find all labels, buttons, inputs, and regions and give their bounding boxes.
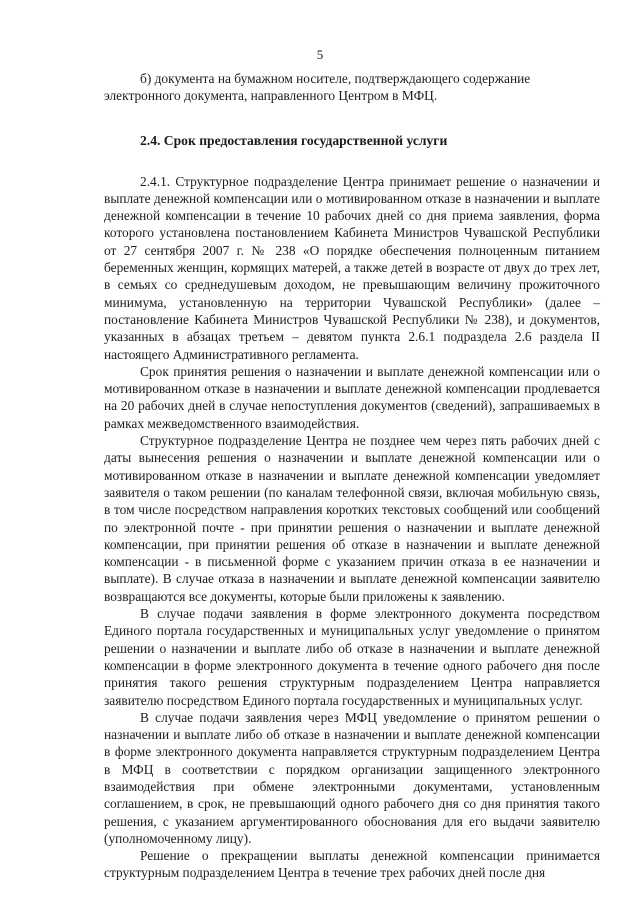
- page-number: 5: [316, 47, 324, 62]
- paragraph: Срок принятия решения о назначении и выплате денежной компенсации или о мотивированном отказе в назначении и выплате денежной компенсации продлевается на 20 рабочих дней в случае непоступления документов (сведений), запрашиваемых в рамках межведомственного взаимодействия.: [104, 363, 600, 431]
- page-content: [104, 70, 600, 882]
- section-heading: 2.4. Срок предоставления государственной услуги: [140, 132, 448, 148]
- paragraph: 2.4.1. Структурное подразделение Центра принимает решение о назначении и выплате денежной компенсации или о мотивированном отказе в назначении и выплате денежной компенсации в течение 10 рабочих дней со дня приема заявления, форма которого установлена постановлением Кабинета Министров Чувашской Республики от 27 сентября 2007 г. № 238 «О порядке обеспечения полноценным питанием беременных женщин, кормящих матерей, а также детей в возрасте от двух до трех лет, в семьях со среднедушевым доходом, не превышающим величину прожиточного минимума, установленную на территории Чувашской Республики» (далее – постановление Кабинета Министров Чувашской Республики № 238), и документов, указанных в абзацах третьем – девятом пункта 2.6.1 подраздела 2.6 раздела II настоящего Административного регламента.: [104, 173, 600, 362]
- intro-line-1: б) документа на бумажном носителе, подтверждающего содержание: [140, 71, 531, 86]
- paragraph: Структурное подразделение Центра не позднее чем через пять рабочих дней с даты вынесения решения о назначении и выплате денежной компенсации или о мотивированном отказе в назначении и выплате денежной компенсации уведомляет заявителя о таком решении (по каналам телефонной связи, включая мобильную связь, в том числе посредством направления коротких текстовых сообщений или сообщений по электронной почте - при принятии решения о назначении и выплате денежной компенсации, при принятии решения об отказе в назначении и выплате денежной компенсации - в письменной форме с указанием причин отказа в ее назначении и выплате). В случае отказа в назначении и выплате денежной компенсации заявителю возвращаются все документы, которые были приложены к заявлению.: [104, 433, 600, 604]
- paragraph: В случае подачи заявления в форме электронного документа посредством Единого портала государственных и муниципальных услуг уведомление о принятом решении о назначении и выплате либо об отказе в назначении и выплате денежной компенсации в форме электронного документа в течение одного рабочего дня после принятия такого решения структурным подразделением Центра направляется заявителю посредством Единого портала государственных и муниципальных услуг.: [104, 606, 600, 708]
- paragraph: В случае подачи заявления через МФЦ уведомление о принятом решении о назначении и выплате либо об отказе в назначении и выплате денежной компенсации в форме электронного документа направляется структурным подразделением Центра в МФЦ в соответствии с порядком организации защищенного электронного взаимодействия при обмене электронными документами, установленным соглашением, в срок, не превышающий одного рабочего дня со дня принятия такого решения, с указанием аргументированного обоснования для его выдачи заявителю (уполномоченному лицу).: [104, 709, 600, 846]
- paragraph: Решение о прекращении выплаты денежной компенсации принимается структурным подразделением Центра в течение трех рабочих дней после дня: [104, 848, 600, 881]
- intro-line-2: электронного документа, направленного Центром в МФЦ.: [104, 88, 438, 104]
